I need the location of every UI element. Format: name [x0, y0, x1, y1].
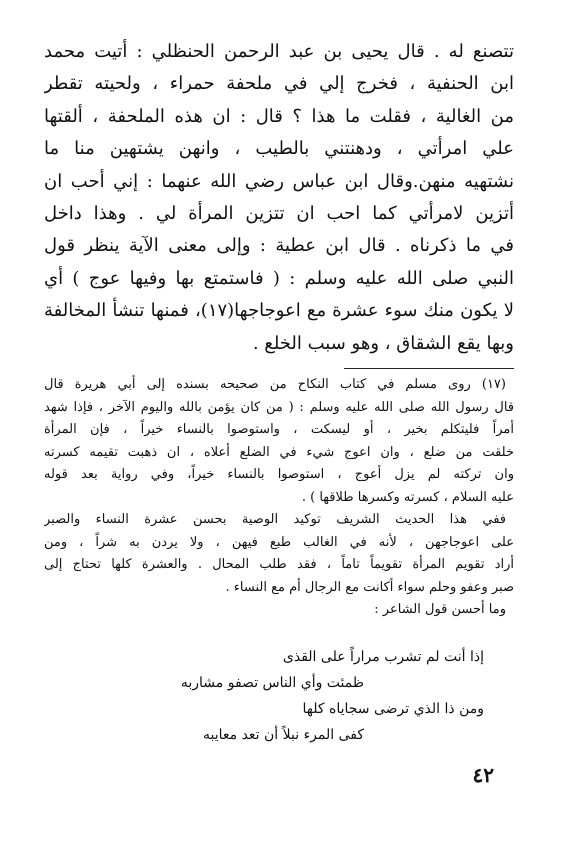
poem-verse: ظمئت وأي الناس تصفو مشاربه: [180, 675, 364, 691]
footnote-line: أمراً فليتكلم بخير ، أو ليسكت ، واستوصوا بالنساء خيراً ، فإن المرأة: [44, 422, 514, 437]
page-number: ٤٢: [472, 763, 494, 787]
main-text-line: من الغالية ، فقلت ما هذا ؟ قال : ان هذه الملحفة ، ألقتها: [44, 105, 514, 127]
poem-verse: إذا أنت لم تشرب مراراً على القذى: [282, 649, 484, 665]
footnote-line: عليه السلام ، كسرته وكسرها طلاقها ) .: [301, 489, 514, 505]
footnote-line: صبر وعفو وحلم سواء أكانت مع الرجال أم مع النساء .: [225, 579, 514, 595]
footnote-line: وان تركته لم يزل أعوج ، استوصوا بالنساء خيراً، وفي رواية بعد قوله: [44, 467, 514, 482]
footnote-line: قال رسول الله صلى الله عليه وسلم : ( من كان يؤمن بالله واليوم الآخر ، فإذا شهد: [44, 399, 514, 415]
main-text-line: وبها يقع الشقاق ، وهو سبب الخلع .: [252, 332, 514, 354]
main-text-line: أتزين لامرأتي كما احب ان تتزين المرأة لي . وهذا داخل: [44, 202, 514, 224]
footnote-line: خلقت من ضلع ، وان اعوج شيء في الضلع أعلاه ، ان ذهبت تقيمه كسرته: [44, 444, 514, 460]
main-text-line: في ما ذكرناه . قال ابن عطية : وإلى معنى الآية ينظر قول: [44, 235, 514, 257]
footnote-line: على اعوجاجهن ، لأنه في الغالب طبع فيهن ، ولا يردن به شراً ، ومن: [44, 534, 514, 550]
main-text-line: علي امرأتي ، ودهنتني بالطيب ، وانهن يشتهين منا ما: [44, 138, 514, 160]
footnote-line: أراد تقويم المرأة تقويماً تاماً ، فقد طلب المحال . والعشرة كلها تحتاج إلى: [44, 557, 514, 572]
footnote-block: [44, 374, 514, 622]
main-text-line: ابن الحنفية ، فخرج إلي في ملحفة حمراء ، ولحيته تقطر: [44, 73, 514, 95]
poem-verse: كفى المرء نبلاً أن تعد معايبه: [202, 727, 364, 743]
footnote-line: (١٧) روى مسلم في كتاب النكاح من صحيحه بسنده إلى أبي هريرة قال: [44, 377, 506, 392]
main-text-block: [44, 36, 514, 360]
poem-block: [44, 644, 514, 748]
footnote-line: وما أحسن قول الشاعر :: [374, 602, 506, 617]
main-text-line: تتصنع له . قال يحيى بن عبد الرحمن الحنظلي : أتيت محمد: [44, 41, 514, 62]
main-text-line: النبي صلى الله عليه وسلم : ( فاستمتع بها وفيها عوج ) أي: [44, 267, 514, 289]
footnote-line: ففي هذا الحديث الشريف توكيد الوصية بحسن عشرة النساء والصبر: [44, 512, 506, 527]
footnote-separator: [344, 368, 514, 369]
poem-verse: ومن ذا الذي ترضى سجاياه كلها: [302, 701, 484, 717]
main-text-line: نشتهيه منهن.وقال ابن عباس رضي الله عنهما : إني أحب ان: [44, 170, 514, 192]
main-text-line: لا يكون منك سوء عشرة مع اعوجاجها(١٧)، فمنها تنشأ المخالفة: [44, 300, 514, 322]
